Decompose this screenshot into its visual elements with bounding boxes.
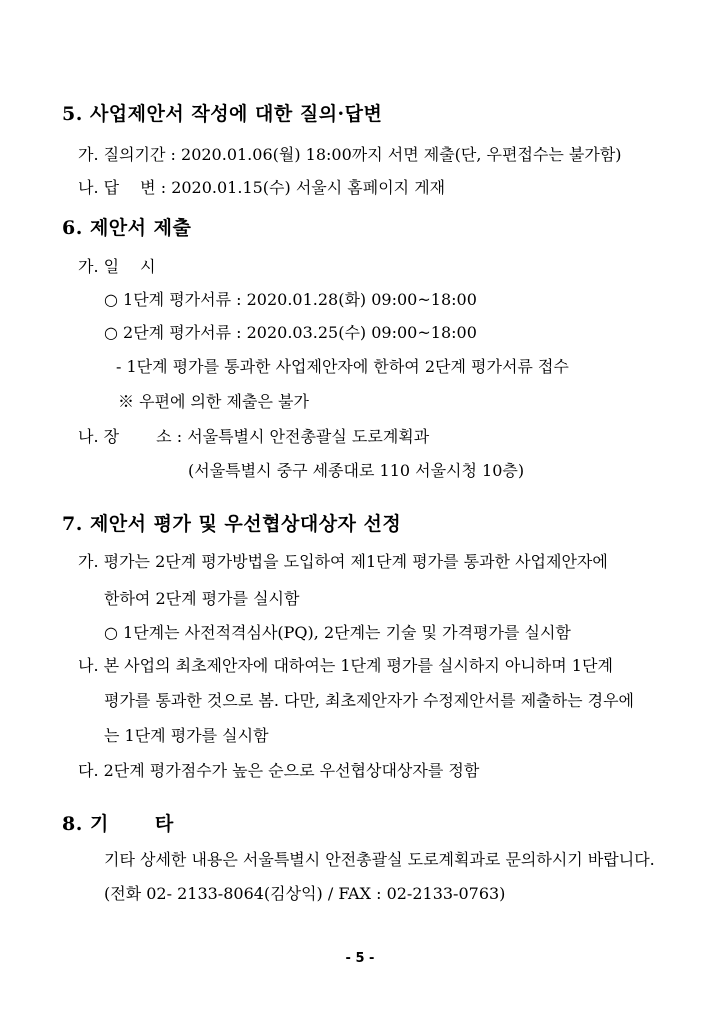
section-7-item-a-bullet: ○ 1단계는 사전적격심사(PQ), 2단계는 기술 및 가격평가를 실시함 xyxy=(104,623,571,642)
section-5-item-inquiry-period: 가. 질의기간 : 2020.01.06(월) 18:00까지 서면 제출(단, 우편접수는 불가함) xyxy=(78,145,622,164)
section-7-item-b-line2: 평가를 통과한 것으로 봄. 다만, 최초제안자가 수정제안서를 제출하는 경우에 xyxy=(104,691,634,710)
section-6-dash-note: - 1단계 평가를 통과한 사업제안자에 한하여 2단계 평가서류 접수 xyxy=(116,357,569,376)
section-8-contact-line1: 기타 상세한 내용은 서울특별시 안전총괄실 도로계획과로 문의하시기 바랍니다. xyxy=(104,850,655,869)
section-6-item-date: 가. 일 시 xyxy=(78,257,156,276)
section-7-item-c: 다. 2단계 평가점수가 높은 순으로 우선협상대상자를 정함 xyxy=(78,761,480,780)
page-number: - 5 - xyxy=(345,951,375,966)
section-5-item-answer: 나. 답 변 : 2020.01.15(수) 서울시 홈페이지 게재 xyxy=(78,178,446,197)
section-7-heading: 7. 제안서 평가 및 우선협상대상자 선정 xyxy=(62,513,402,535)
section-5-heading: 5. 사업제안서 작성에 대한 질의·답변 xyxy=(62,103,383,125)
section-6-location-address: (서울특별시 중구 세종대로 110 서울시청 10층) xyxy=(188,461,525,480)
section-8-heading: 8. 기 타 xyxy=(62,813,174,835)
section-6-bullet-stage1: ○ 1단계 평가서류 : 2020.01.28(화) 09:00~18:00 xyxy=(104,290,477,309)
section-6-bullet-stage2: ○ 2단계 평가서류 : 2020.03.25(수) 09:00~18:00 xyxy=(104,323,477,342)
section-7-item-a-line2: 한하여 2단계 평가를 실시함 xyxy=(104,589,300,608)
section-7-item-b-line3: 는 1단계 평가를 실시함 xyxy=(104,726,269,745)
section-6-heading: 6. 제안서 제출 xyxy=(62,217,192,239)
section-8-contact-line2: (전화 02- 2133-8064(김상익) / FAX : 02-2133-0763) xyxy=(104,884,506,903)
section-6-item-location: 나. 장 소 : 서울특별시 안전총괄실 도로계획과 xyxy=(78,427,430,446)
section-7-item-b-line1: 나. 본 사업의 최초제안자에 대하여는 1단계 평가를 실시하지 아니하며 1단계 xyxy=(78,656,613,675)
section-7-item-a-line1: 가. 평가는 2단계 평가방법을 도입하여 제1단계 평가를 통과한 사업제안자에 xyxy=(78,552,608,571)
section-6-reference-note: ※ 우편에 의한 제출은 불가 xyxy=(118,392,309,411)
